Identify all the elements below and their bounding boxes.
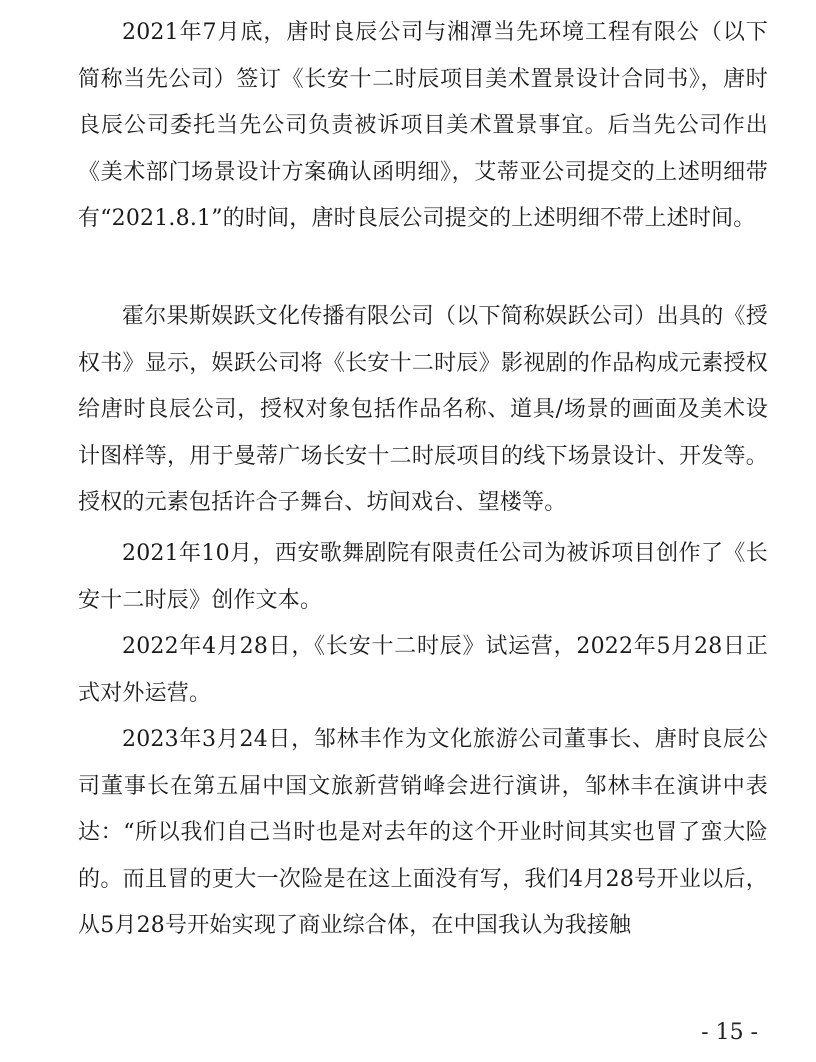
paragraph-creative-text: 2021年10月，西安歌舞剧院有限责任公司为被诉项目创作了《长安十二时辰》创作文本。 [78, 541, 768, 613]
paragraph-speech: 2023年3月24日，邹林丰作为文化旅游公司董事长、唐时良辰公司董事长在第五届中国文旅新营销峰会进行演讲，邹林丰在演讲中表达：“所以我们自己当时也是对去年的这个开业时间其实也冒了蛮大险的。而且冒的更大一次险是在这上面没有写，我们4月28号开业以后，从5月28号开始实现了商业综合体，在中国我认为我接触 [78, 727, 768, 938]
paragraph-authorization: 霍尔果斯娱跃文化传播有限公司（以下简称娱跃公司）出具的《授权书》显示，娱跃公司将《长安十二时辰》影视剧的作品构成元素授权给唐时良辰公司，授权对象包括作品名称、道具/场景的画面及美术设计图样等，用于曼蒂广场长安十二时辰项目的线下场景设计、开发等。授权的元素包括许合子舞台、坊间戏台、望楼等。 [78, 304, 768, 515]
paragraph-contract: 2021年7月底，唐时良辰公司与湘潭当先环境工程有限公（以下简称当先公司）签订《长安十二时辰项目美术置景设计合同书》，唐时良辰公司委托当先公司负责被诉项目美术置景事宜。后当先公司作出《美术部门场景设计方案确认函明细》，艾蒂亚公司提交的上述明细带有“2021.8.1”的时间，唐时良辰公司提交的上述明细不带上述时间。 [78, 20, 768, 231]
page-number: - 15 - [701, 1020, 758, 1045]
paragraph-operation-dates: 2022年4月28日，《长安十二时辰》试运营，2022年5月28日正式对外运营。 [78, 634, 768, 706]
